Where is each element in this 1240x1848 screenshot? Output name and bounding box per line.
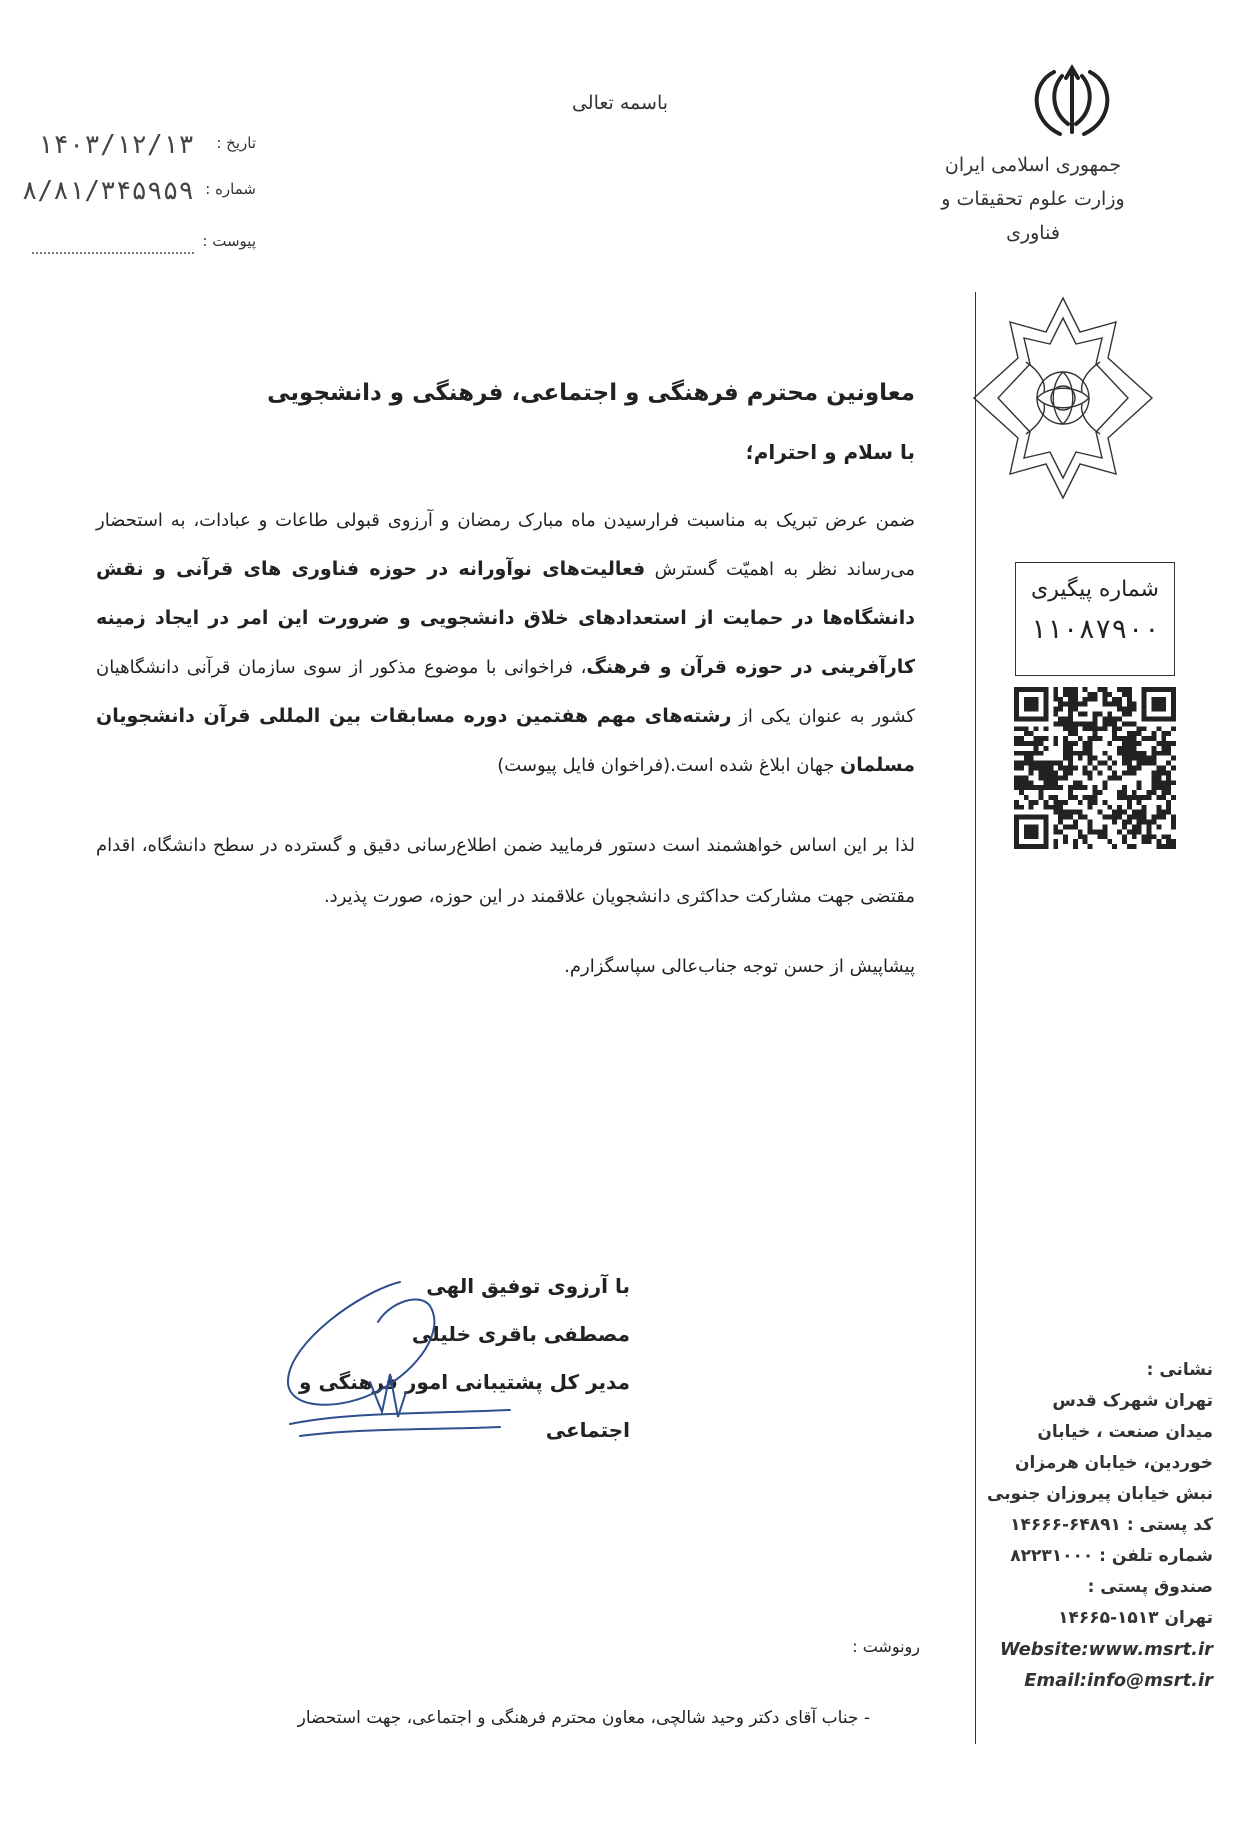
attachment-dots [32, 252, 194, 254]
salutation: با سلام و احترام؛ [745, 440, 915, 464]
number-value: ۸/۸۱/۳۴۵۹۵۹ [21, 176, 194, 206]
paragraph-1-bold: رشته‌های مهم هفتمین دوره مسابقات بین المللی قرآن دانشجویان مسلمان [96, 705, 915, 776]
address-line: میدان صنعت ، خیابان [1037, 1422, 1213, 1442]
signer-name: مصطفی باقری خلیلی [411, 1322, 630, 1346]
address-line: نبش خیابان پیروزان جنوبی [987, 1484, 1213, 1504]
qr-code-icon [1014, 685, 1176, 851]
tracking-number-box [1015, 562, 1175, 676]
closing-wish: با آرزوی توفیق الهی [426, 1274, 630, 1298]
number-label: شماره : [205, 180, 256, 198]
phone-number: شماره تلفن : ۸۲۲۳۱۰۰۰ [1010, 1546, 1213, 1566]
ministry-line-1: جمهوری اسلامی ایران [944, 154, 1122, 176]
address-block [985, 1355, 1213, 1696]
letter-body [96, 380, 915, 977]
paragraph-1-text: جهان ابلاغ شده است.(فراخوان فایل پیوست) [497, 755, 841, 776]
recipient-line: معاونین محترم فرهنگی و اجتماعی، فرهنگی و دانشجویی [267, 380, 915, 406]
cc-recipient: - جناب آقای دکتر وحید شالچی، معاون محترم فرهنگی و اجتماعی، جهت استحضار [297, 1708, 870, 1728]
number-field [21, 170, 256, 210]
paragraph-1-bold: فعالیت‌های نوآورانه در حوزه فناوری های قرآنی و نقش دانشگاه‌ها در حمایت از استعدادهای خلاق دانشجویی و ضرورت این امر در ایجاد زمینه کارآفرینی در حوزه قرآن و فرهنگ [96, 558, 915, 678]
ministry-name [918, 148, 1148, 250]
cc-label: رونوشت : [852, 1637, 920, 1656]
address-line: تهران شهرک قدس [1052, 1391, 1213, 1411]
invocation: باسمه تعالی [571, 92, 669, 114]
paragraph-1 [96, 496, 915, 790]
email-link[interactable]: Email:info@msrt.ir [1024, 1670, 1213, 1691]
attachment-label: پیوست : [202, 232, 256, 250]
attachment-field [26, 222, 256, 262]
paragraph-2: لذا بر این اساس خواهشمند است دستور فرمایید ضمن اطلاع‌رسانی دقیق و گسترده در سطح دانشگاه، اقدام مقتضی جهت مشارکت حداکثری دانشجویان علاقمند در این حوزه، صورت پذیرد. [96, 835, 915, 907]
pobox-label: صندوق پستی : [1087, 1577, 1213, 1597]
ministry-line-2: وزارت علوم تحقیقات و فناوری [941, 188, 1125, 244]
paragraph-1-text: ، فراخوانی با موضوع مذکور از سوی سازمان قرآنی دانشگاهیان کشور به عنوان یکی از [96, 657, 915, 727]
date-label: تاریخ : [216, 134, 256, 152]
postal-code: کد پستی : ۶۴۸۹۱-۱۴۶۶۶ [1010, 1515, 1213, 1535]
address-line: خوردین، خیابان هرمزان [1014, 1453, 1213, 1473]
address-label: نشانی : [1146, 1360, 1213, 1380]
pobox: تهران ۱۵۱۳-۱۴۶۶۵ [1058, 1608, 1213, 1628]
vertical-divider [975, 292, 976, 1744]
paragraph-1-text: ضمن عرض تبریک به مناسبت فرارسیدن ماه مبارک رمضان و آرزوی قبولی طاعات و عبادات، به استحضار می‌رساند نظر به اهمیّت گسترش [96, 510, 915, 580]
paragraph-3: پیشاپیش از حسن توجه جناب‌عالی سپاسگزارم. [564, 956, 915, 977]
website-link[interactable]: Website:www.msrt.ir [999, 1639, 1213, 1660]
tracking-label: شماره پیگیری [1031, 577, 1159, 602]
signer-title: مدیر کل پشتیبانی امور فرهنگی و اجتماعی [299, 1370, 630, 1442]
tracking-number: ۱۱۰۸۷۹۰۰ [1029, 614, 1161, 645]
iran-emblem-icon [1012, 62, 1132, 142]
date-value: ۱۴۰۳/۱۲/۱۳ [37, 130, 194, 160]
handwritten-signature [270, 1262, 570, 1462]
date-field [26, 124, 256, 164]
ornament-icon [966, 292, 1160, 504]
